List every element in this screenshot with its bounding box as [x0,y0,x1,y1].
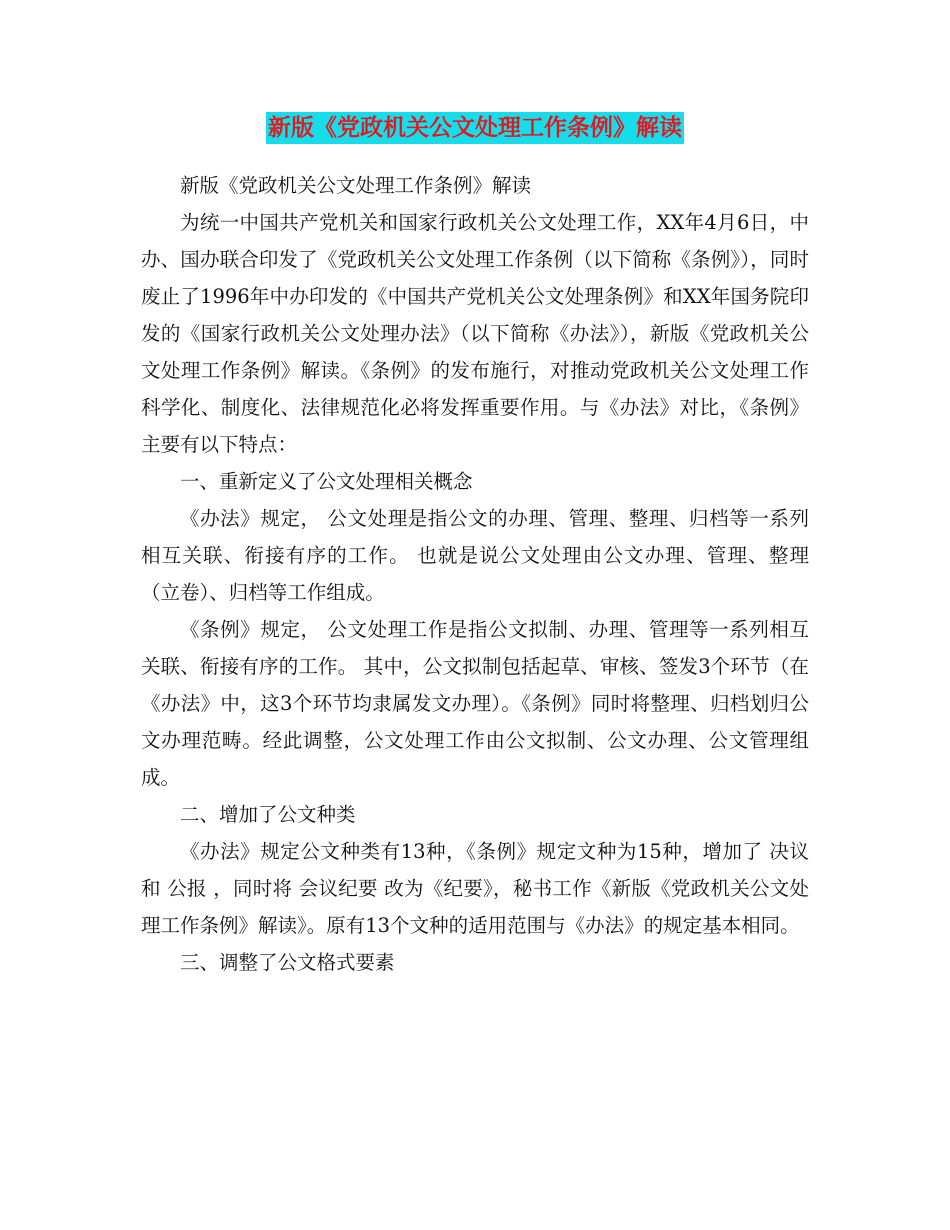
section-heading-2: 二、增加了公文种类 [180,803,356,826]
document-title: 新版《党政机关公文处理工作条例》解读 [266,112,684,144]
paragraph-banfa-definition: 《办法》规定， 公文处理是指公文的办理、管理、整理、归档等一系列相互关联、衔接有序的工作。 也就是说公文处理由公文办理、管理、整理（立卷）、归档等工作组成。 [141,507,809,604]
paragraph-subtitle: 新版《党政机关公文处理工作条例》解读 [180,174,532,197]
section-heading-1: 一、重新定义了公文处理相关概念 [180,470,473,493]
paragraph-intro: 为统一中国共产党机关和国家行政机关公文处理工作，XX年4月6日，中办、国办联合印发了《党政机关公文处理工作条例（以下简称《条例》），同时废止了1996年中办印发的《中国共产党机关公文处理条例》和XX年国务院印发的《国家行政机关公文处理办法》（以下简称《办法》），新版《党政机关公文处理工作条例》解读。《条例》的发布施行，对推动党政机关公文处理工作科学化、制度化、法律规范化必将发挥重要作用。与《办法》对比，《条例》主要有以下特点： [141,211,809,456]
paragraph-tiaoli-definition: 《条例》规定， 公文处理工作是指公文拟制、办理、管理等一系列相互关联、衔接有序的工作。 其中，公文拟制包括起草、审核、签发3个环节（在《办法》中，这3个环节均隶属发文办理）。《条例》同时将整理、归档划归公文办理范畴。经此调整，公文处理工作由公文拟制、公文办理、公文管理组成。 [141,618,809,789]
paragraph-document-types: 《办法》规定公文种类有13种，《条例》规定文种为15种，增加了 决议 和 公报 ，同时将 会议纪要 改为《纪要》，秘书工作《新版《党政机关公文处理工作条例》解读》。原有13个文种的适用范围与《办法》的规定基本相同。 [141,840,809,937]
title-container [0,112,950,144]
document-body [141,167,809,981]
section-heading-3: 三、调整了公文格式要素 [180,951,395,974]
